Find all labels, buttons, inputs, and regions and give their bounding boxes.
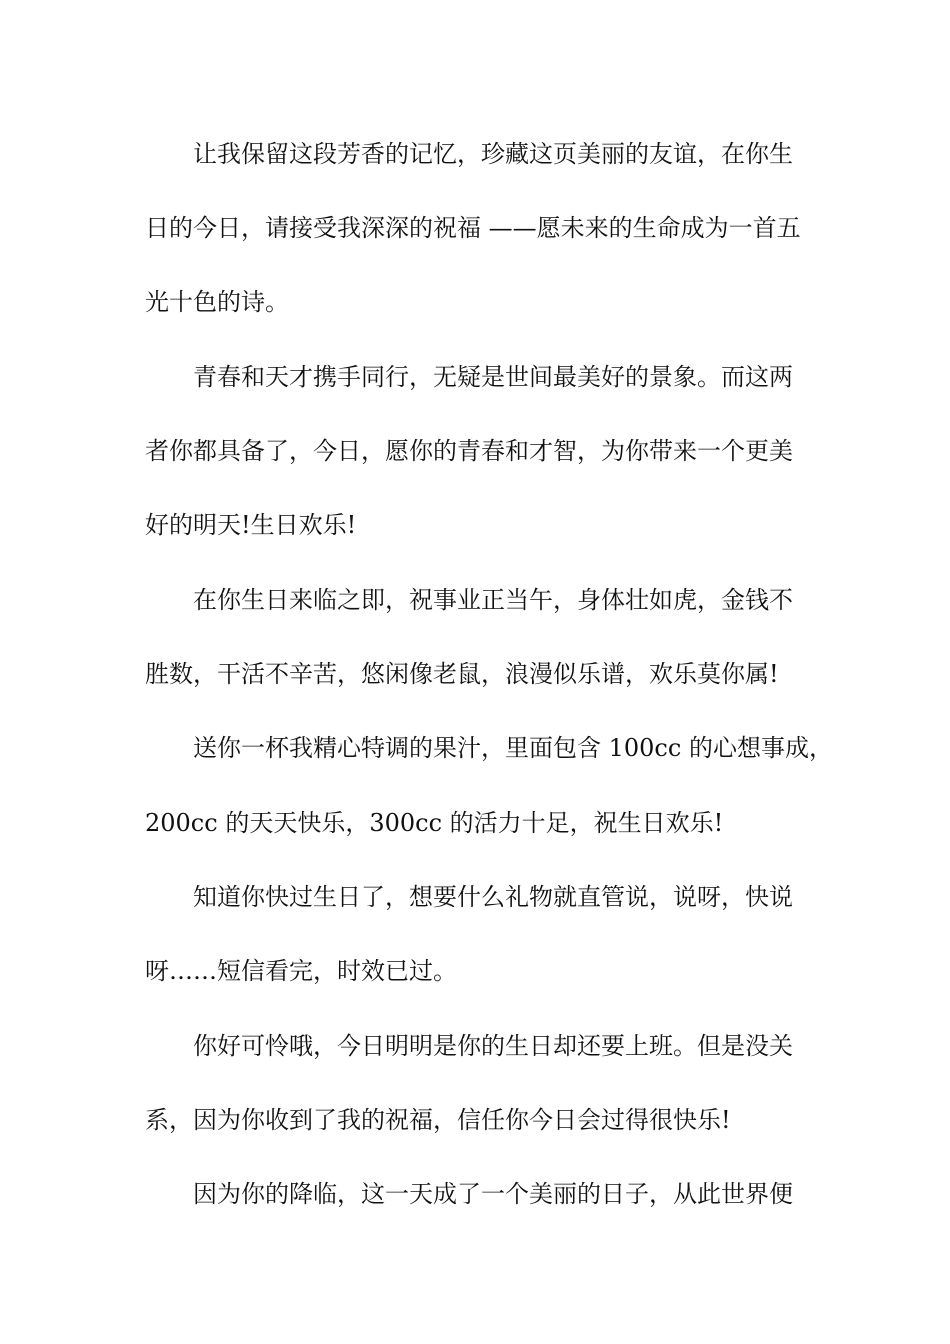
paragraph-1-line-2: 日的今日，请接受我深深的祝福 ——愿未来的生命成为一首五 [145,214,801,242]
paragraph-6-line-1: 你好可怜哦，今日明明是你的生日却还要上班。但是没关 [145,1032,793,1060]
paragraph-2-line-1: 青春和天才携手同行，无疑是世间最美好的景象。而这两 [145,363,793,391]
paragraph-1-line-3: 光十色的诗。 [145,288,289,316]
paragraph-3-line-2: 胜数，干活不辛苦，悠闲像老鼠，浪漫似乐谱，欢乐莫你属! [145,660,779,688]
paragraph-2-line-2: 者你都具备了，今日，愿你的青春和才智，为你带来一个更美 [145,437,793,465]
paragraph-5-line-2: 呀……短信看完，时效已过。 [145,957,457,985]
paragraph-1-line-1: 让我保留这段芳香的记忆，珍藏这页美丽的友谊，在你生 [145,140,793,168]
paragraph-4-line-1: 送你一杯我精心特调的果汁，里面包含 100cc 的心想事成， [145,734,833,762]
paragraph-3-line-1: 在你生日来临之即，祝事业正当午，身体壮如虎，金钱不 [145,586,793,614]
paragraph-4-line-2: 200cc 的天天快乐，300cc 的活力十足，祝生日欢乐! [145,809,724,837]
paragraph-7-line-1: 因为你的降临，这一天成了一个美丽的日子，从此世界便 [145,1180,793,1208]
paragraph-5-line-1: 知道你快过生日了，想要什么礼物就直管说，说呀，快说 [145,883,793,911]
paragraph-2-line-3: 好的明天!生日欢乐! [145,511,357,539]
paragraph-6-line-2: 系，因为你收到了我的祝福，信任你今日会过得很快乐! [145,1106,731,1134]
